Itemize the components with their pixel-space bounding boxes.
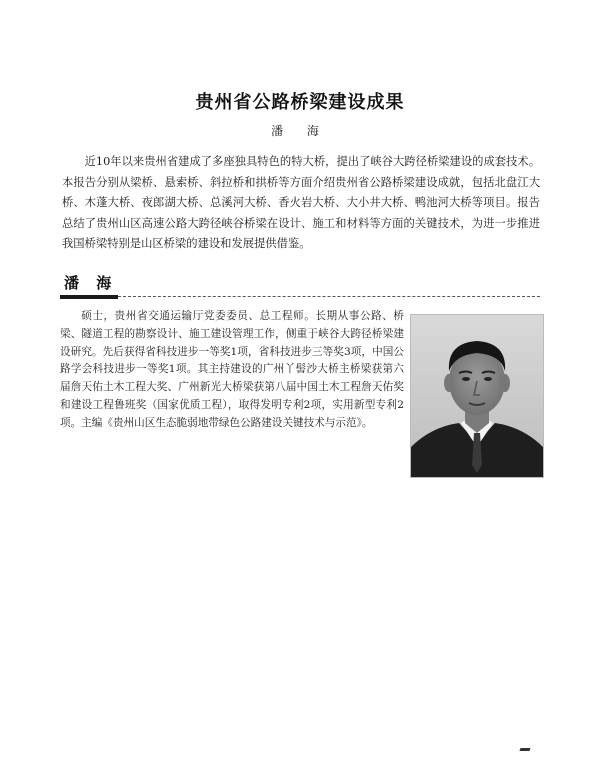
portrait-photo: [410, 314, 544, 478]
article-title: 贵州省公路桥梁建设成果: [195, 92, 405, 113]
bio-text: 硕士，贵州省交通运输厅党委委员、总工程师。长期从事公路、桥梁、隧道工程的勘察设计、施工建设管理工作，侧重于峡谷大跨径桥梁建设研究。先后获得省科技进步一等奖1项，省科技进步三等奖3项，中国公路学会科技进步一等奖1项。其主持建设的广州丫髻沙大桥主桥梁获第六届詹天佑土木工程大奖、广州新光大桥梁获第八届中国土木工程詹天佑奖和建设工程鲁班奖（国家优质工程），取得发明专利2项，实用新型专利2项。主编《贵州山区生态脆弱地带绿色公路建设关键技术与示范》。: [60, 310, 404, 429]
section-divider-thick: [60, 295, 118, 299]
article-author: 潘 海: [271, 124, 329, 138]
bio-name: 潘 海: [64, 274, 118, 292]
article-abstract: 近10年以来贵州省建成了多座独具特色的特大桥，提出了峡谷大跨径桥梁建设的成套技术。本报告分别从梁桥、悬索桥、斜拉桥和拱桥等方面介绍贵州省公路桥梁建设成就，包括北盘江大桥、木蓬大桥、夜郎湖大桥、总溪河大桥、香火岩大桥、大小井大桥、鸭池河大桥等项目。报告总结了贵州山区高速公路大跨径峡谷桥梁在设计、施工和材料等方面的关键技术，为进一步推进我国桥梁特别是山区桥梁的建设和发展提供借鉴。: [62, 155, 540, 250]
section-divider-dashed: [118, 296, 540, 297]
portrait-illustration: [411, 315, 543, 477]
page-number-mark: [519, 748, 530, 751]
